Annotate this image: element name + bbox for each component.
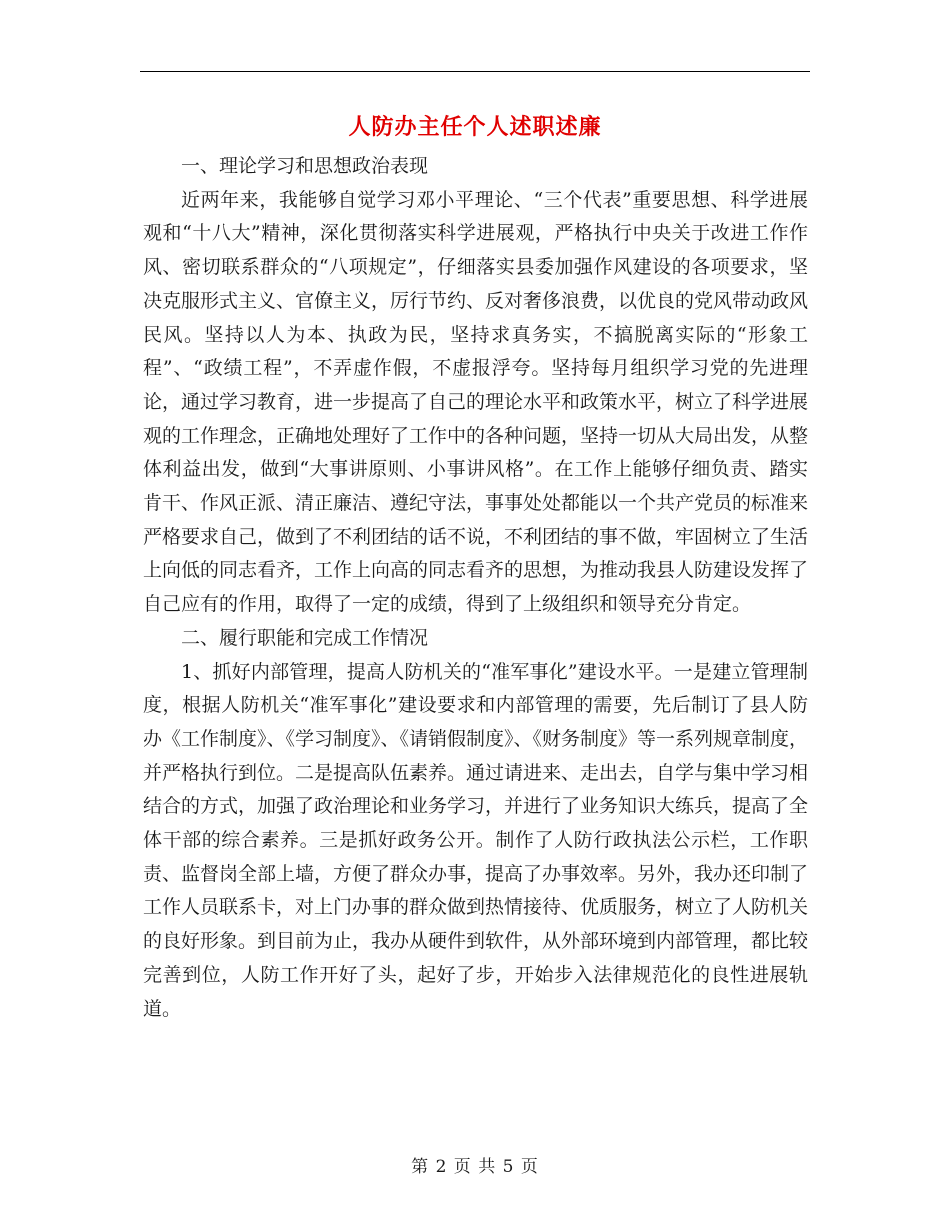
section-heading-1: 一、理论学习和思想政治表现 bbox=[181, 155, 429, 177]
document-title: 人防办主任个人述职述廉 bbox=[348, 114, 602, 140]
section-2-paragraph: 1、抓好内部管理，提高人防机关的“准军事化”建设水平。一是建立管理制度，根据人防机关“准军事化”建设要求和内部管理的需要，先后制订了县人防办《工作制度》、《学习制度》、《请销假制度》、《财务制度》等一系列规章制度，并严格执行到位。二是提高队伍素养。通过请进来、走出去，自学与集中学习相结合的方式，加强了政治理论和业务学习，并进行了业务知识大练兵，提高了全体干部的综合素养。三是抓好政务公开。制作了人防行政执法公示栏，工作职责、监督岗全部上墙，方便了群众办事，提高了办事效率。另外，我办还印制了工作人员联系卡，对上门办事的群众做到热情接待、优质服务，树立了人防机关的良好形象。到目前为止，我办从硬件到软件，从外部环境到内部管理，都比较完善到位，人防工作开好了头，起好了步，开始步入法律规范化的良性进展轨道。 bbox=[143, 660, 809, 1020]
section-heading-2: 二、履行职能和完成工作情况 bbox=[181, 626, 429, 649]
header-rule bbox=[140, 71, 810, 72]
document-body bbox=[143, 150, 808, 1026]
page-number-footer: 第 2 页 共 5 页 bbox=[411, 1157, 539, 1177]
section-1-paragraph: 近两年来，我能够自觉学习邓小平理论、“三个代表”重要思想、科学进展观和“十八大”精神，深化贯彻落实科学进展观，严格执行中央关于改进工作作风、密切联系群众的“八项规定”，仔细落实县委加强作风建设的各项要求，坚决克服形式主义、官僚主义，厉行节约、反对奢侈浪费，以优良的党风带动政风民风。坚持以人为本、执政为民，坚持求真务实，不搞脱离实际的“形象工程”、“政绩工程”，不弄虚作假，不虚报浮夸。坚持每月组织学习党的先进理论，通过学习教育，进一步提高了自己的理论水平和政策水平，树立了科学进展观的工作理念，正确地处理好了工作中的各种问题，坚持一切从大局出发，从整体利益出发，做到“大事讲原则、小事讲风格”。在工作上能够仔细负责、踏实肯干、作风正派、清正廉洁、遵纪守法，事事处处都能以一个共产党员的标准来严格要求自己，做到了不利团结的话不说，不利团结的事不做，牢固树立了生活上向低的同志看齐，工作上向高的同志看齐的思想，为推动我县人防建设发挥了自己应有的作用，取得了一定的成绩，得到了上级组织和领导充分肯定。 bbox=[143, 188, 809, 616]
